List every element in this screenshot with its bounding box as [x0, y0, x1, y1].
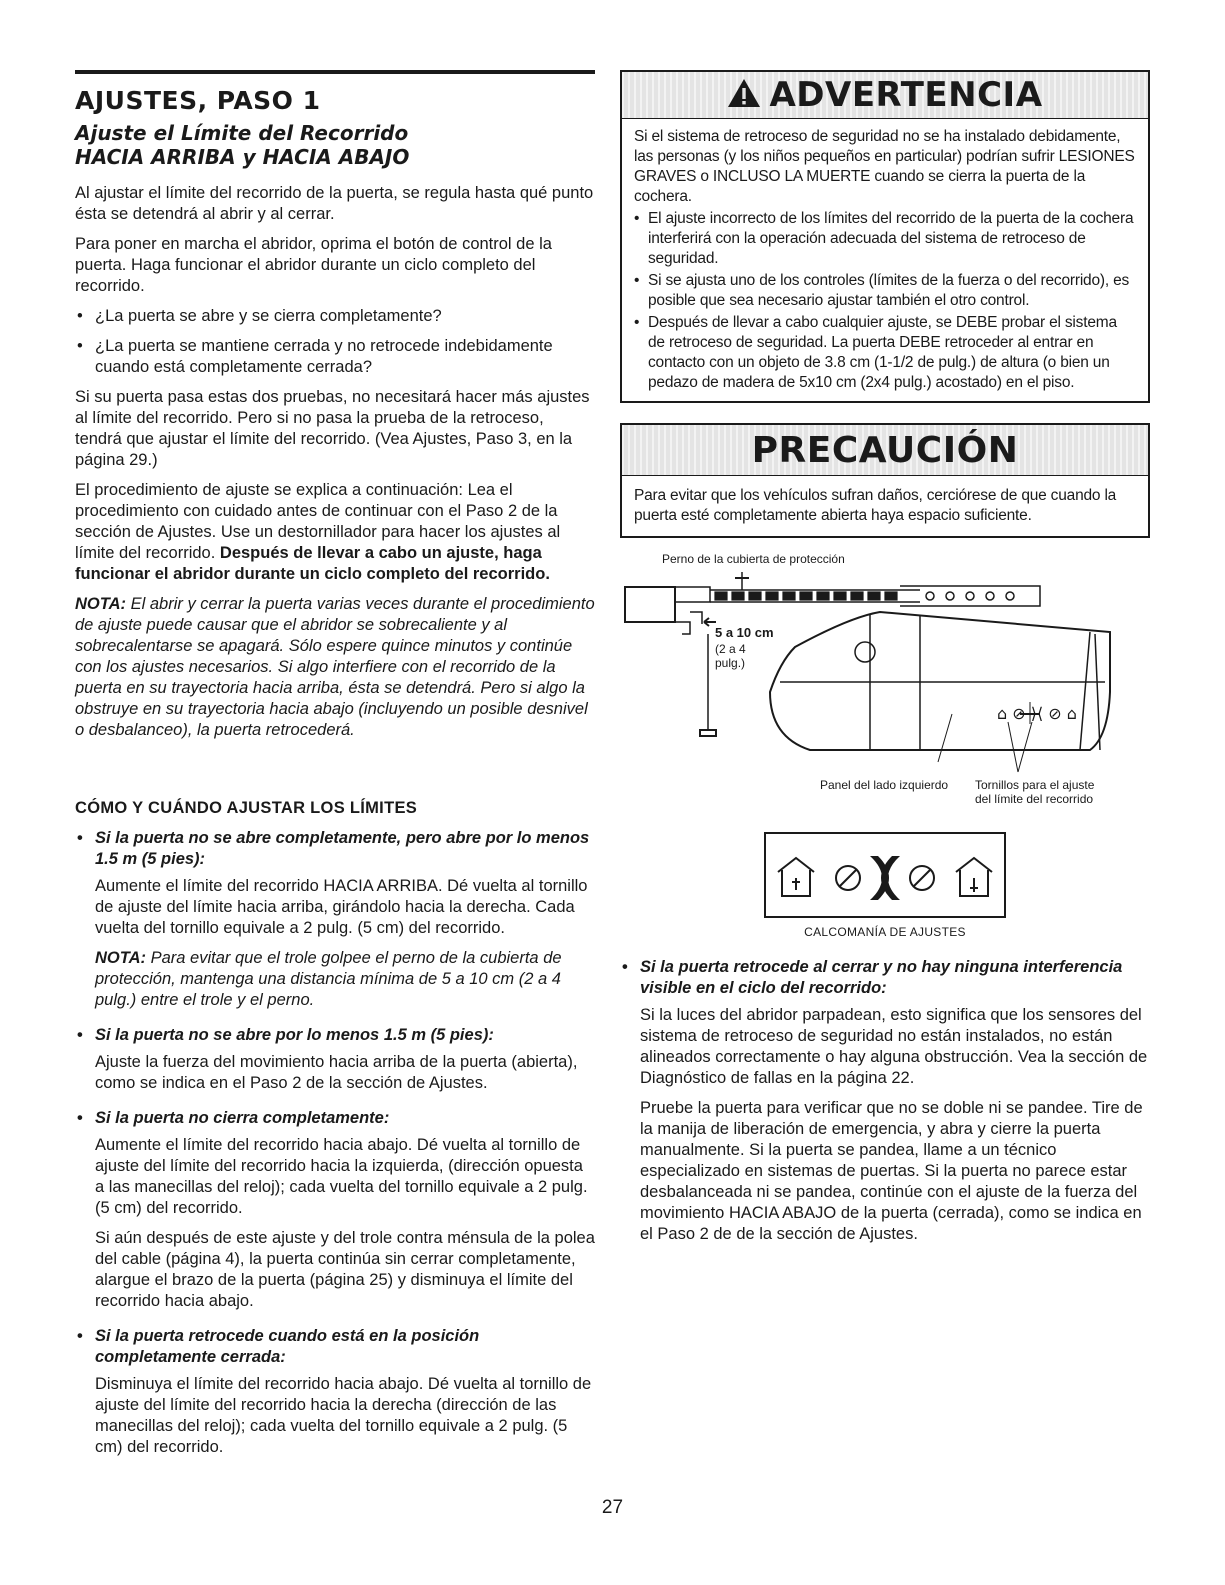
adjustment-decal: [764, 832, 1006, 918]
procedure-paragraph: [75, 480, 595, 585]
tests-paragraph: Si su puerta pasa estas dos pruebas, no necesitará hacer más ajustes al límite del recorrido. Pero si no pasa la prueba de la retroceso, tendrá que ajustar el límite del recorrido. (Vea Ajustes, Paso 3, en la página 29.): [75, 388, 590, 469]
case-1-heading: • Si la puerta no se abre completamente, pero abre por lo menos 1.5 m (5 pies):: [75, 828, 595, 870]
left-column: [75, 70, 595, 1458]
note-paragraph: [75, 594, 595, 741]
decal-figure: [620, 832, 1150, 939]
right-column: [620, 70, 1150, 1245]
case-3-heading: • Si la puerta no cierra completamente:: [75, 1108, 595, 1129]
decal-caption: CALCOMANÍA DE AJUSTES: [804, 925, 966, 939]
operate-paragraph: Para poner en marcha el abridor, oprima el botón de control de la puerta. Haga funcionar el abridor durante un ciclo completo del recorrido.: [75, 235, 552, 295]
caution-body: Para evitar que los vehículos sufran daños, cerciórese de que cuando la puerta esté completamente abierta haya espacio suficiente.: [634, 487, 1117, 524]
warning-bullet-3: • Después de llevar a cabo cualquier ajuste, se DEBE probar el sistema de retroceso de seguridad. La puerta DEBE retroceder al entrar en contacto con un objeto de 3.8 cm (1-1/2 de pulg.) de altura (o bien un pedazo de madera de 5x10 cm (2x4 pulg.) acostado) en el piso.: [634, 313, 1136, 393]
section-subtitle-1: Ajuste el Límite del Recorrido: [75, 121, 409, 145]
decal-illustration: [766, 834, 1004, 916]
question-item-1: • ¿La puerta se abre y se cierra completamente?: [75, 306, 595, 327]
case-3-body-2: Si aún después de este ajuste y del trole contra ménsula de la polea del cable (página 4), la puerta continúa sin cerrar completamente, alargue el brazo de la puerta (página 25) y disminuya el límite del recorrido hacia abajo.: [95, 1229, 595, 1310]
warning-bullet-1: • El ajuste incorrecto de los límites del recorrido de la puerta de la cochera interferirá con la operación adecuada del sistema de retroceso de seguridad.: [634, 209, 1136, 269]
warning-content: [622, 119, 1148, 401]
case-1-note: [75, 948, 595, 1011]
warning-title: ADVERTENCIA: [769, 75, 1043, 115]
case-4-body: Disminuya el límite del recorrido hacia abajo. Dé vuelta al tornillo de ajuste del límite del recorrido hacia la derecha (dirección de las manecillas del reloj); cada vuelta del tornillo equivale a 2 pulg. (5 cm) del recorrido.: [95, 1375, 592, 1456]
intro-paragraph: Al ajustar el límite del recorrido de la puerta, se regula hasta qué punto ésta se detendrá al abrir y al cerrar.: [75, 184, 594, 223]
case-1-note-text: Para evitar que el trole golpee el perno de la cubierta de protección, mantenga una distancia mínima de 5 a 10 cm (2 a 4 pulg.) entre el trole y el perno.: [95, 949, 562, 1009]
title-rule: [75, 70, 595, 74]
case-5-body-2: Pruebe la puerta para verificar que no se doble ni se pandee. Tire de la manija de liberación de emergencia, y abra y cierre la puerta manualmente. Si la puerta se pandea, llame a un técnico especializado en sistemas de puertas. Si la puerta no parece estar desbalanceada ni se pandea, continúe con el ajuste de la fuerza del movimiento HACIA ABAJO de la puerta (cerrada), como se indica en el Paso 2 de de la sección de Ajustes.: [640, 1099, 1143, 1243]
procedure-bold-text: Después de llevar a cabo un ajuste, haga funcionar el abridor durante un ciclo completo del recorrido.: [75, 544, 550, 583]
case-5-heading: • Si la puerta retrocede al cerrar y no hay ninguna interferencia visible en el ciclo del recorrido:: [620, 957, 1150, 999]
note-text: El abrir y cerrar la puerta varias veces durante el procedimiento de ajuste puede causar que el abridor se sobrecaliente y al sobrecalentarse se apagará. Sólo espere quince minutos y continúe con los ajustes necesarios. Si algo interfiere con el recorrido de la puerta en su trayectoria hacia arriba, ésta se detendrá. Pero si algo la obstruye en su trayectoria hacia abajo (incluyendo un posible desnivel o desbalanceo), la puerta retrocederá.: [75, 595, 595, 739]
warning-intro: Si el sistema de retroceso de seguridad no se ha instalado debidamente, las personas (y los niños pequeños en particular) podrían sufrir LESIONES GRAVES o INCLUSO LA MUERTE cuando se cierra la puerta de la cochera.: [634, 128, 1135, 205]
case-1-note-label: NOTA:: [95, 949, 147, 967]
case-2-body: Ajuste la fuerza del movimiento hacia arriba de la puerta (abierta), como se indica en el Paso 2 de la sección de Ajustes.: [95, 1053, 578, 1092]
opener-figure: [620, 552, 1150, 822]
distance-label-3: pulg.): [715, 656, 746, 670]
case-3-body-1: Aumente el límite del recorrido hacia abajo. Dé vuelta al tornillo de ajuste del límite del recorrido hacia la izquierda, (dirección opuesta a las manecillas del reloj); cada vuelta del tornillo equivale a 2 pulg. (5 cm) del recorrido.: [95, 1136, 588, 1217]
limits-section-heading: CÓMO Y CUÁNDO AJUSTAR LOS LÍMITES: [75, 799, 418, 817]
warning-triangle-icon: [727, 78, 761, 113]
caution-banner: [622, 425, 1148, 476]
case-4-heading: • Si la puerta retrocede cuando está en la posición completamente cerrada:: [75, 1326, 595, 1368]
left-panel-label: Panel del lado izquierdo: [820, 778, 949, 792]
caution-box: [620, 423, 1150, 538]
note-label: NOTA:: [75, 595, 127, 613]
procedure-text: El procedimiento de ajuste se explica a continuación: Lea el procedimiento con cuidado antes de continuar con el Paso 2 de la sección de Ajustes. Use un destornillador para hacer los ajustes al límite del recorrido.: [75, 481, 561, 562]
page-number: 27: [601, 1497, 624, 1518]
caution-content: [622, 476, 1148, 536]
bolt-label: Perno de la cubierta de protección: [662, 552, 845, 566]
case-2-heading: • Si la puerta no se abre por lo menos 1.5 m (5 pies):: [75, 1025, 595, 1046]
warning-bullet-2: • Si se ajusta uno de los controles (límites de la fuerza o del recorrido), es posible que sea necesario ajustar también el otro control.: [634, 271, 1136, 311]
section-subtitle-2: HACIA ARRIBA y HACIA ABAJO: [75, 145, 410, 169]
case-1-body: Aumente el límite del recorrido HACIA ARRIBA. Dé vuelta al tornillo de ajuste del límite hacia arriba, girándolo hacia la derecha. Cada vuelta del tornillo equivale a 2 pulg. (5 cm) del recorrido.: [95, 877, 588, 937]
question-item-2: • ¿La puerta se mantiene cerrada y no retrocede indebidamente cuando está completamente cerrada?: [75, 336, 595, 378]
warning-box: [620, 70, 1150, 403]
case-5-body-1: Si la luces del abridor parpadean, esto significa que los sensores del sistema de retroceso de seguridad no están instalados, no están alineados correctamente o hay alguna obstrucción. Vea la sección de Diagnóstico de fallas en la página 22.: [640, 1006, 1148, 1087]
distance-label-1: 5 a 10 cm: [715, 625, 774, 640]
warning-banner: [622, 72, 1148, 119]
screws-label-2: del límite del recorrido: [975, 792, 1094, 806]
screws-label-1: Tornillos para el ajuste: [975, 778, 1095, 792]
decal-glyphs-on-housing: ⌂ ⊘ ⟩⟨ ⊘ ⌂: [997, 704, 1077, 723]
distance-label-2: (2 a 4: [715, 642, 746, 656]
caution-title: PRECAUCIÓN: [751, 429, 1019, 471]
page-title: AJUSTES, PASO 1: [75, 86, 321, 115]
